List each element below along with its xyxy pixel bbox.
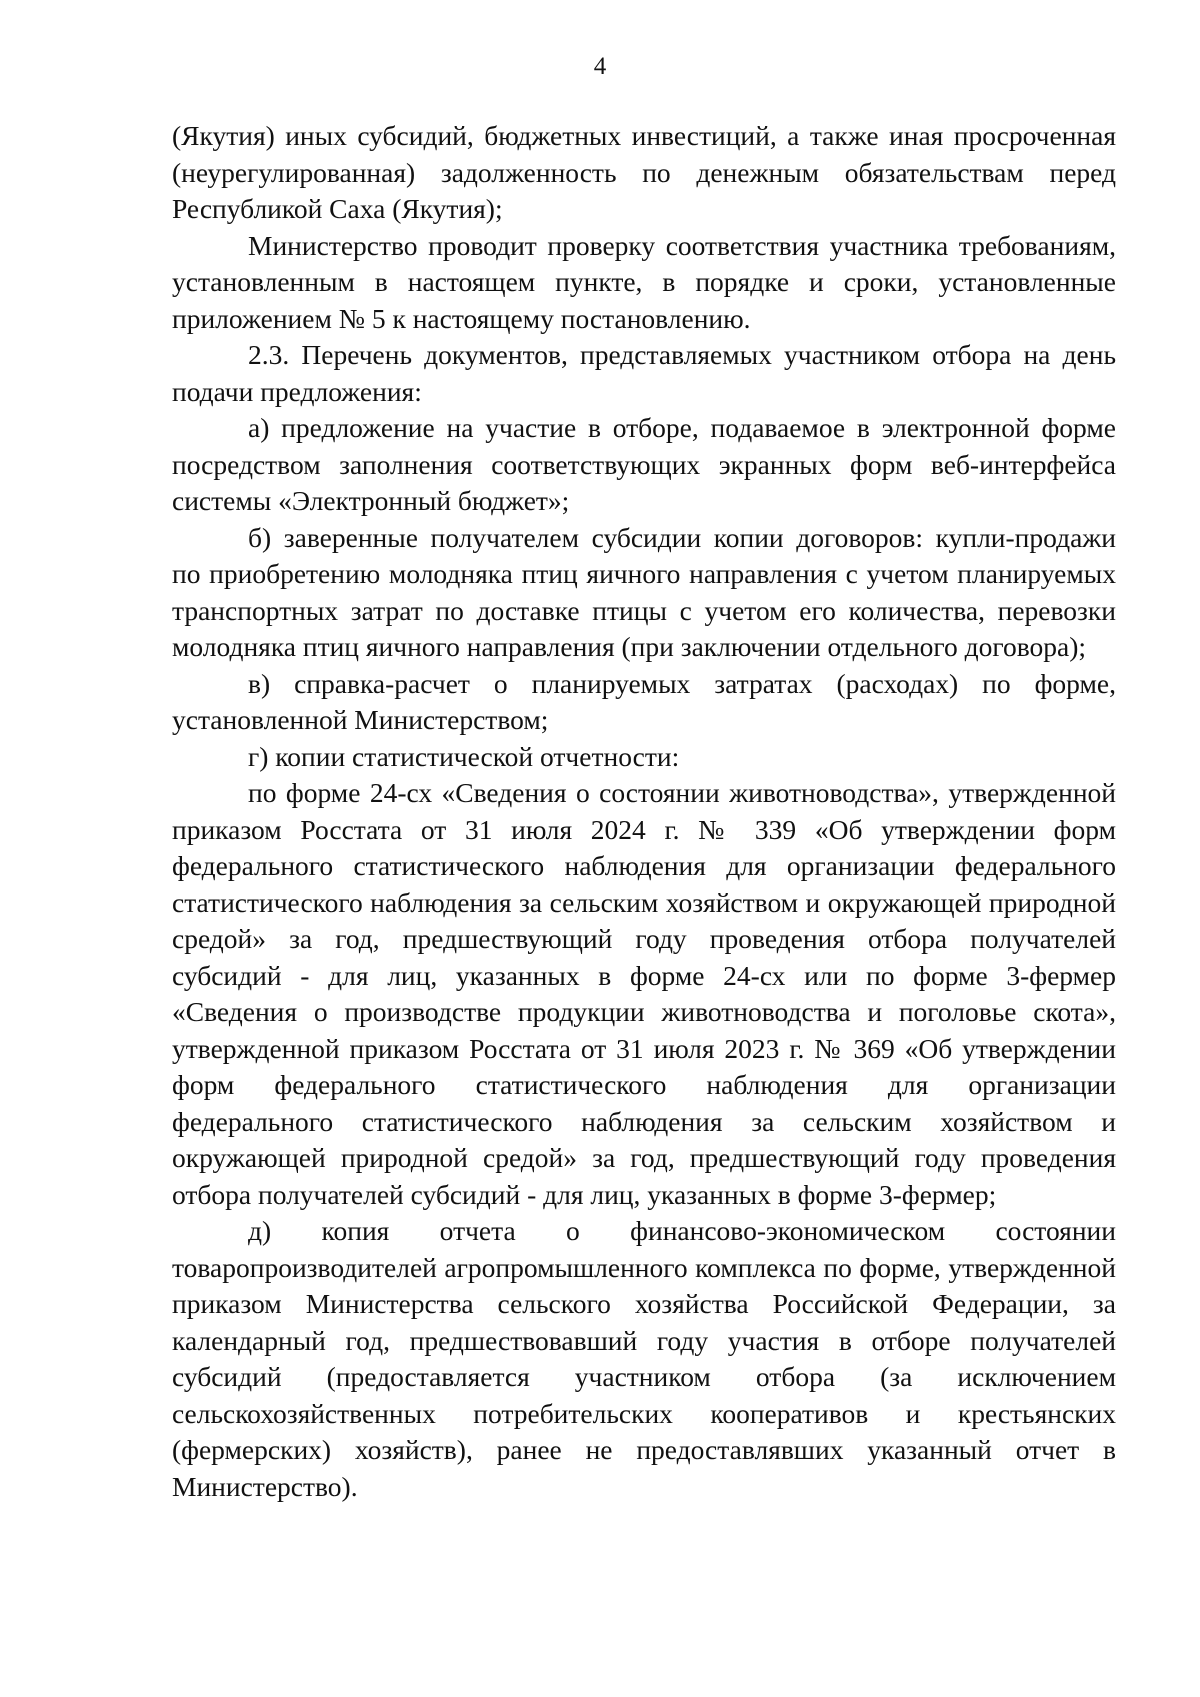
page-number: 4 xyxy=(593,53,607,80)
paragraph-ministry-verification: Министерство проводит проверку соответствия участника требованиям, установленным в настоящем пункте, в порядке и сроки, установленные приложением № 5 к настоящему постановлению. xyxy=(172,229,1116,334)
list-item-d: д) копия отчета о финансово-экономическом состоянии товаропроизводителей агропромышленного комплекса по форме, утвержденной приказом Министерства сельского хозяйства Российской Федерации, за календарный год, предшествовавший году участия в отборе получателей субсидий (предоставляется участником отбора (за исключением сельскохозяйственных потребительских кооперативов и крестьянских (фермерских) хозяйств), ранее не предоставлявших указанный отчет в Министерство). xyxy=(172,1215,1116,1502)
paragraph-document-list-heading: 2.3. Перечень документов, представляемых участником отбора на день подачи предложения: xyxy=(172,339,1116,407)
list-item-v: в) справка-расчет о планируемых затратах (расходах) по форме, установленной Министерством; xyxy=(172,667,1116,735)
list-item-b: б) заверенные получателем субсидии копии договоров: купли-продажи по приобретению молодняка птиц яичного направления с учетом планируемых транспортных затрат по доставке птицы с учетом его количества, перевозки молодняка птиц яичного направления (при заключении отдельного договора); xyxy=(172,521,1116,662)
paragraph-statistical-forms: по форме 24-сх «Сведения о состоянии животноводства», утвержденной приказом Росстата от 31 июля 2024 г. № 339 «Об утверждении форм федерального статистического наблюдения для организации федерального статистического наблюдения за сельским хозяйством и окружающей природной средой» за год, предшествующий году проведения отбора получателей субсидий - для лиц, указанных в форме 24-сх или по форме 3-фермер «Сведения о производстве продукции животноводства и поголовье скота», утвержденной приказом Росстата от 31 июля 2023 г. № 369 «Об утверждении форм федерального статистического наблюдения для организации федерального статистического наблюдения за сельским хозяйством и окружающей природной средой» за год, предшествующий году проведения отбора получателей субсидий - для лиц, указанных в форме 3-фермер; xyxy=(172,777,1116,1210)
document-body xyxy=(172,118,1116,1505)
list-item-g: г) копии статистической отчетности: xyxy=(248,740,680,772)
paragraph-debt-continuation: (Якутия) иных субсидий, бюджетных инвестиций, а также иная просроченная (неурегулированная) задолженность по денежным обязательствам перед Республикой Саха (Якутия); xyxy=(172,120,1116,224)
list-item-a: а) предложение на участие в отборе, подаваемое в электронной форме посредством заполнения соответствующих экранных форм веб-интерфейса системы «Электронный бюджет»; xyxy=(172,412,1116,516)
